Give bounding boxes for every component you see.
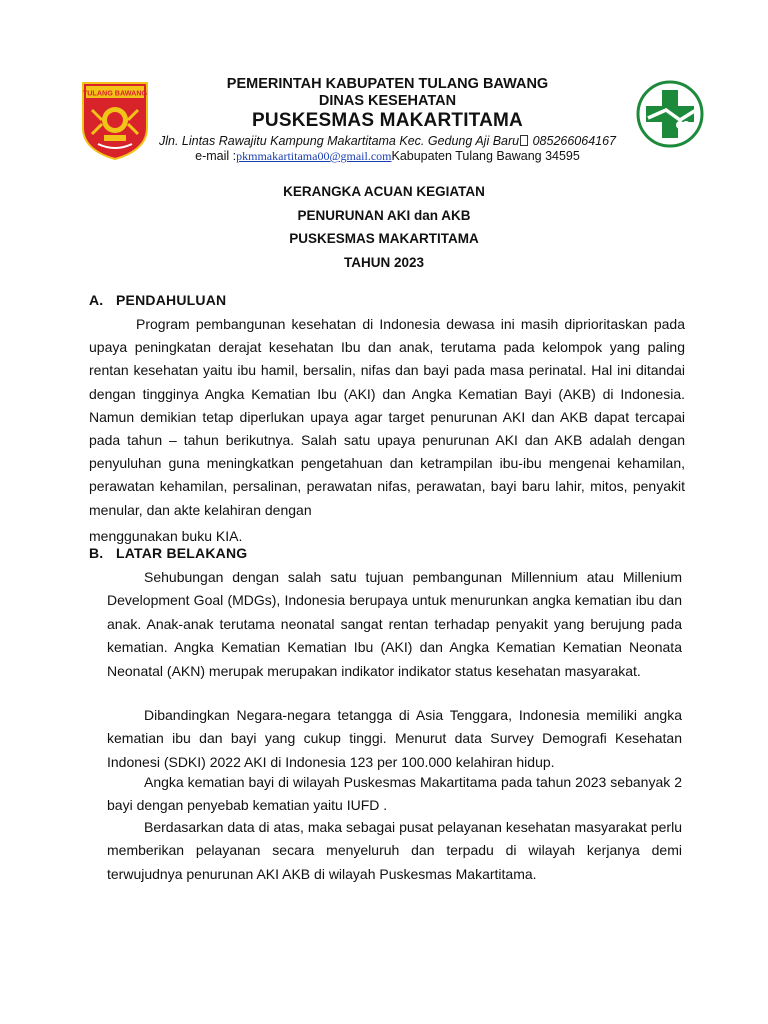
section-b-heading bbox=[89, 545, 247, 561]
phone-number: 085266064167 bbox=[529, 134, 617, 148]
title-line-2: PENURUNAN AKI dan AKB bbox=[297, 207, 471, 223]
email-line bbox=[150, 149, 625, 164]
city-postal: Kabupaten Tulang Bawang 34595 bbox=[391, 149, 580, 163]
section-b-paragraph-2-text: Dibandingkan Negara-negara tetangga di Asia Tenggara, Indonesia memiliki angka kematian ibu dan bayi yang cukup tinggi. Menurut data Survey Demografi Kesehatan Indonesi (SDKI) 2022 AKI di Indonesia 123 per 100.000 kelahiran hidup. bbox=[107, 707, 682, 770]
logo-label: TULANG BAWANG bbox=[82, 88, 148, 98]
title-line-4: TAHUN 2023 bbox=[343, 254, 425, 270]
government-name: PEMERINTAH KABUPATEN TULANG BAWANG bbox=[226, 76, 549, 92]
section-b-paragraph-2 bbox=[107, 704, 682, 774]
title-line-1: KERANGKA ACUAN KEGIATAN bbox=[283, 184, 485, 199]
section-a-number: A. bbox=[89, 292, 104, 308]
email-prefix: e-mail : bbox=[195, 149, 237, 163]
department-name: DINAS KESEHATAN bbox=[318, 93, 457, 109]
section-a-body-last: menggunakan buku KIA. bbox=[89, 527, 243, 544]
section-b-paragraph-4 bbox=[107, 816, 682, 886]
missing-glyph-icon bbox=[520, 135, 528, 146]
section-b-title: LATAR BELAKANG bbox=[116, 545, 248, 561]
address-line bbox=[150, 133, 625, 149]
document-title bbox=[0, 180, 768, 274]
institution-name: PUSKESMAS MAKARTITAMA bbox=[252, 110, 523, 131]
section-a-heading bbox=[89, 292, 226, 308]
section-b-number: B. bbox=[89, 545, 104, 561]
section-a-body: Program pembangunan kesehatan di Indonesia dewasa ini masih diprioritaskan pada upaya peningkatan derajat kesehatan Ibu dan anak, terutama pada kelompok yang paling rentan kesehatan yaitu ibu hamil, bersalin, nifas dan bayi pada masa perinatal. Hal ini ditandai dengan tingginya Angka Kematian Ibu (AKI) dan Angka Kematian Bayi (AKB) di Indonesia. Namun demikian tetap diperlukan upaya agar target penurunan AKI dan AKB dapat tercapai pada tahun – tahun berikutnya. Salah satu upaya penurunan AKI dan AKB adalah dengan penyuluhan guna meningkatkan pengetahuan dan ketrampilan ibu-ibu mengenai kehamilan, perawatan kehamilan, persalinan, perawatan nifas, perawatan, bayi baru lahir, mitos, penyakit menular, dan akte kelahiran dengan bbox=[89, 316, 685, 518]
email-link[interactable]: pkmmakartitama00@gmail.com bbox=[236, 149, 392, 163]
section-a-paragraph bbox=[89, 313, 685, 548]
puskesmas-logo bbox=[636, 80, 704, 148]
tulang-bawang-emblem-logo bbox=[80, 80, 150, 160]
section-b-paragraph-1-text: Sehubungan dengan salah satu tujuan pembangunan Millennium atau Millenium Development Goal (MDGs), Indonesia berupaya untuk menurunkan angka kematian ibu dan anak. Anak-anak terutama neonatal sangat rentan terhadap penyakit yang berujung pada kematian. Angka Kematian Kematian Ibu (AKI) dan Angka Kematian Kematian Neonata Neonatal (AKN) merupak merupakan indikator indikator status kesehatan masyarakat. bbox=[107, 569, 682, 679]
section-a-title: PENDAHULUAN bbox=[116, 292, 227, 308]
letterhead bbox=[0, 0, 768, 163]
title-line-3: PUSKESMAS MAKARTITAMA bbox=[289, 231, 479, 246]
letterhead-text bbox=[150, 76, 625, 164]
section-b-paragraph-1 bbox=[107, 566, 682, 683]
section-b-paragraph-3 bbox=[107, 771, 682, 818]
section-b-paragraph-3-text: Angka kematian bayi di wilayah Puskesmas Makartitama pada tahun 2023 sebanyak 2 bayi dengan penyebab kematian yaitu IUFD . bbox=[107, 774, 682, 814]
section-b-paragraph-4-text: Berdasarkan data di atas, maka sebagai pusat pelayanan kesehatan masyarakat perlu memberikan pelayanan secara menyeluruh dan terpadu di wilayah kerjanya demi terwujudnya penurunan AKI AKB di wilayah Puskesmas Makartitama. bbox=[107, 819, 682, 882]
address-text: Jln. Lintas Rawajitu Kampung Makartitama Kec. Gedung Aji Baru bbox=[158, 134, 520, 148]
